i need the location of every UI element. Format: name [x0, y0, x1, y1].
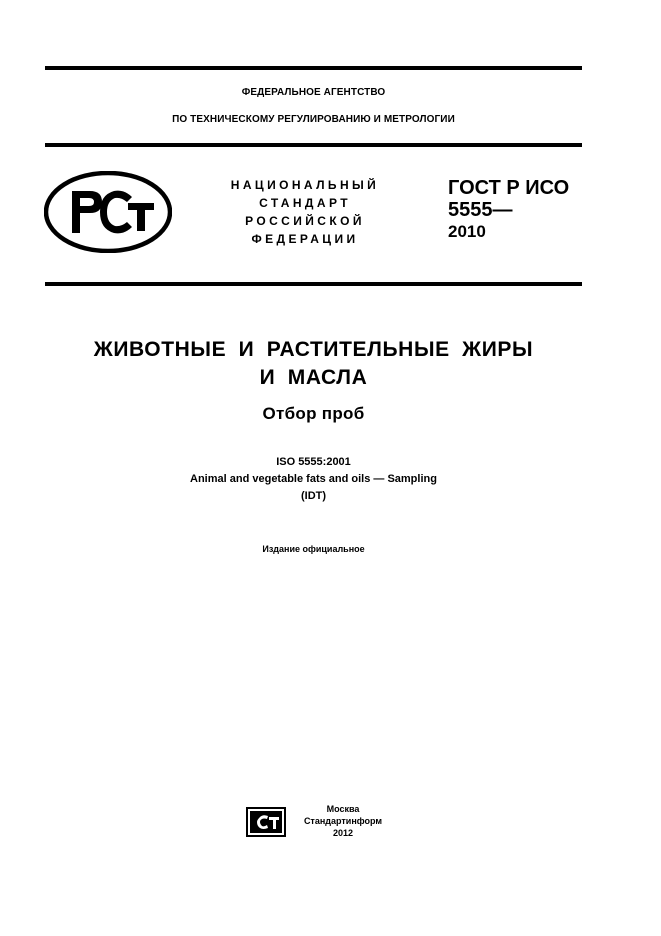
- national-standard-line: СТАНДАРТ: [259, 196, 351, 210]
- designation-line-1: ГОСТ Р ИСО: [448, 177, 570, 199]
- top-rule: [45, 66, 582, 70]
- document-title-line-1: ЖИВОТНЫЕ И РАСТИТЕЛЬНЫЕ ЖИРЫ: [93, 338, 534, 361]
- designation-line-3: 2010: [448, 222, 486, 241]
- national-standard-line: РОССИЙСКОЙ: [245, 214, 365, 228]
- national-standard-stamp: [210, 176, 400, 248]
- standard-designation: [448, 177, 569, 243]
- publisher-year: 2012: [332, 828, 354, 838]
- publisher-block: [298, 803, 388, 839]
- national-standard-line: НАЦИОНАЛЬНЫЙ: [230, 178, 380, 192]
- document-title-line-2: И МАСЛА: [259, 366, 368, 389]
- publisher-city: Москва: [326, 804, 360, 814]
- standartinform-logo-icon: [246, 807, 286, 837]
- header-rule: [45, 143, 582, 147]
- edition-note: Издание официальное: [262, 544, 365, 554]
- iso-title: Animal and vegetable fats and oils — Sampling: [190, 473, 437, 485]
- agency-line-2: ПО ТЕХНИЧЕСКОМУ РЕГУЛИРОВАНИЮ И МЕТРОЛОГИИ: [172, 114, 455, 125]
- designation-line-2: 5555—: [448, 199, 513, 221]
- agency-line-1: ФЕДЕРАЛЬНОЕ АГЕНТСТВО: [241, 87, 386, 98]
- document-subtitle: Отбор проб: [262, 404, 365, 423]
- rst-certification-logo-icon: [44, 171, 172, 253]
- publisher-name: Стандартинформ: [303, 816, 383, 826]
- iso-degree: (IDT): [300, 490, 327, 502]
- header-bottom-rule: [45, 282, 582, 286]
- national-standard-line: ФЕДЕРАЦИИ: [251, 232, 359, 246]
- iso-number: ISO 5555:2001: [276, 456, 351, 468]
